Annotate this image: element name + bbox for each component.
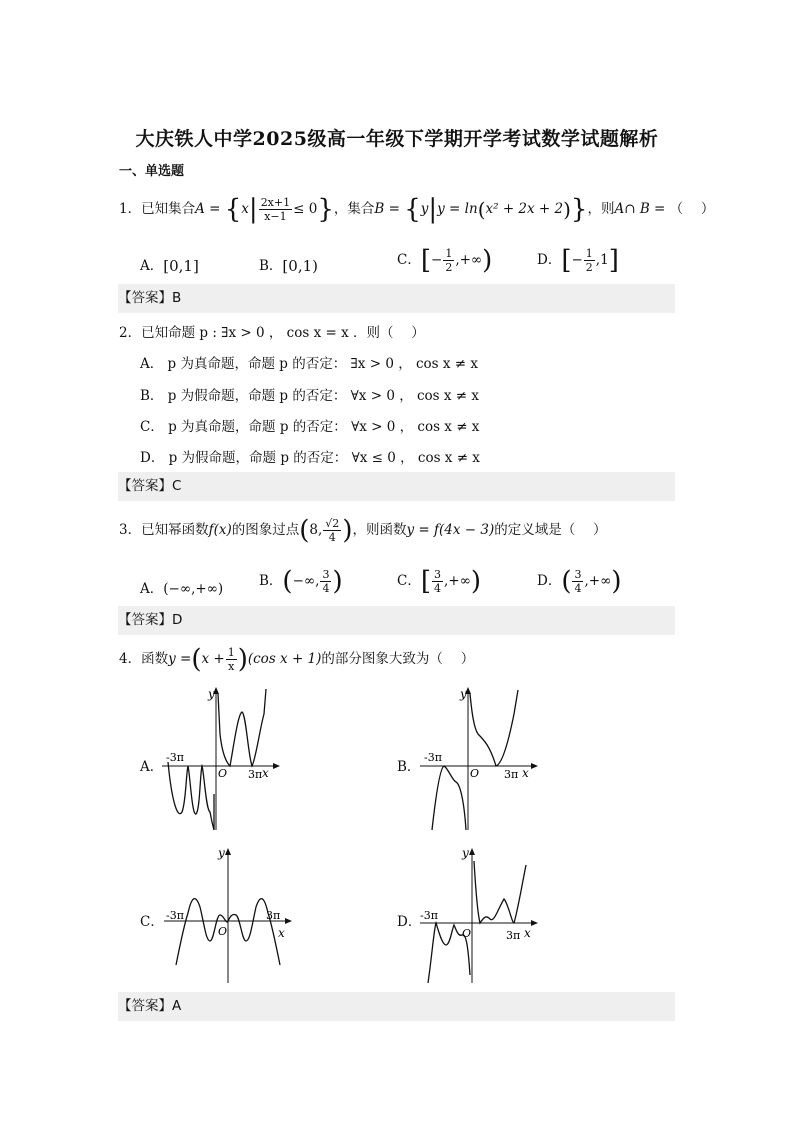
q4-answer-tag: 【答案】 bbox=[118, 998, 172, 1014]
q3-answer-tag: 【答案】 bbox=[118, 612, 172, 628]
q1-bar-2: | bbox=[428, 194, 438, 225]
q3-opt-d-close: ) bbox=[611, 566, 622, 597]
q3-paren-close: ) bbox=[342, 515, 353, 546]
q4-option-a-label: A． bbox=[140, 759, 164, 775]
graph-d-y-label: y bbox=[462, 846, 469, 860]
graph-d-y-arrow bbox=[469, 848, 475, 855]
q1-paren-close: ) bbox=[563, 197, 571, 222]
q3-opt-d-open: ( bbox=[561, 566, 572, 597]
q2-option-c: C． p 为真命题，命题 p 的否定： ∀x > 0 ， cos x ≠ x bbox=[140, 419, 480, 435]
q3-answer-value: D bbox=[172, 612, 183, 628]
q4-y: y = bbox=[168, 651, 192, 667]
graph-d-pos3pi: 3π bbox=[506, 929, 521, 942]
q3-opt-b-pre: −∞, bbox=[292, 573, 320, 589]
q1-opt-c-label: C． bbox=[397, 252, 421, 268]
q4-paren-open: ( bbox=[191, 644, 202, 675]
q3-point-den: 4 bbox=[328, 531, 336, 544]
q3-point-x: 8, bbox=[309, 522, 323, 538]
graph-a-x-arrow bbox=[273, 763, 280, 769]
q3-opt-c-open: [ bbox=[420, 566, 431, 597]
q4-option-d-label: D． bbox=[397, 914, 422, 930]
q1-opt-c-minus: − bbox=[431, 252, 443, 268]
q4-frac-num: 1 bbox=[227, 646, 235, 659]
q1-option-d bbox=[537, 247, 619, 274]
q3-answer-box bbox=[118, 606, 675, 635]
q3-opt-d-num: 3 bbox=[574, 568, 582, 581]
graph-a-origin: O bbox=[218, 767, 228, 780]
q3-opt-c-den: 4 bbox=[434, 582, 441, 595]
q1-opt-d-close: ] bbox=[608, 245, 619, 276]
q4-option-c-label: C． bbox=[140, 914, 164, 930]
graph-d-curve bbox=[428, 861, 526, 983]
q1-leq: ≤ 0 bbox=[293, 201, 318, 217]
q4-answer-value: A bbox=[172, 998, 182, 1014]
graph-b-curve bbox=[432, 690, 518, 830]
q1-brace-open: { bbox=[224, 194, 242, 225]
question-3 bbox=[119, 517, 607, 544]
graph-a-y-label: y bbox=[208, 687, 215, 701]
q2-option-a: A． p 为真命题，命题 p 的否定： ∃x > 0 ， cos x ≠ x bbox=[140, 356, 479, 372]
q1-opt-d-post: ,1 bbox=[595, 252, 609, 268]
q1-opt-c-bracket: [ bbox=[420, 245, 431, 276]
page-title: 大庆铁人中学2025级高一年级下学期开学考试数学试题解析 bbox=[135, 128, 659, 150]
graph-c-neg3pi: -3π bbox=[166, 909, 184, 922]
q3-text-4: 的定义域是（ ） bbox=[494, 522, 607, 538]
q3-fy: y = f(4x − 3) bbox=[406, 522, 495, 538]
q1-opt-a-label: A． bbox=[140, 258, 164, 274]
q4-text-3: 的部分图象大致为（ ） bbox=[321, 651, 475, 667]
q1-frac-num: 2x+1 bbox=[260, 196, 291, 209]
q3-fx: f(x) bbox=[208, 522, 232, 538]
q3-opt-c-frac bbox=[432, 568, 443, 595]
q3-option-b bbox=[259, 568, 343, 595]
q4-frac bbox=[226, 646, 237, 673]
q1-number: 1． bbox=[119, 201, 142, 217]
q1-expr: A∩ B bbox=[614, 201, 650, 217]
q3-opt-c-post: ,+∞ bbox=[444, 573, 471, 589]
graph-a-pos3pi: 3π bbox=[248, 768, 263, 781]
q4-cos-term: (cos x + 1) bbox=[247, 651, 322, 667]
q3-point-num: √2 bbox=[325, 517, 340, 530]
q1-opt-c-num: 1 bbox=[445, 247, 453, 260]
q4-graph-a bbox=[160, 684, 290, 832]
graph-b-x-arrow bbox=[531, 763, 538, 769]
q3-opt-d-frac bbox=[572, 568, 583, 595]
q1-opt-c-close: ) bbox=[482, 245, 493, 276]
q4-paren-close: ) bbox=[237, 644, 248, 675]
q1-opt-d-den: 2 bbox=[585, 261, 593, 274]
q1-opt-d-minus: − bbox=[571, 252, 583, 268]
q3-option-d bbox=[537, 568, 622, 595]
q1-opt-d-bracket: [ bbox=[561, 245, 572, 276]
q2-option-b: B． p 为假命题，命题 p 的否定： ∀x > 0 ， cos x ≠ x bbox=[140, 388, 480, 404]
q1-opt-c-den: 2 bbox=[445, 261, 453, 274]
q1-brace-open-2: { bbox=[404, 194, 421, 225]
graph-c-origin: O bbox=[218, 925, 228, 938]
q1-opt-a-value: [0,1] bbox=[163, 257, 199, 275]
q2-answer-value: C bbox=[172, 478, 182, 494]
q4-graph-b bbox=[418, 684, 548, 832]
q1-opt-d-frac bbox=[584, 247, 595, 274]
q3-opt-b-open: ( bbox=[282, 566, 293, 597]
q3-opt-b-label: B． bbox=[259, 573, 283, 589]
q3-paren-open: ( bbox=[299, 515, 310, 546]
graph-b-y-label: y bbox=[460, 687, 467, 701]
q1-option-b bbox=[259, 254, 318, 274]
q1-y: y bbox=[420, 201, 429, 217]
graph-c-pos3pi: 3π bbox=[266, 909, 281, 922]
q3-option-a bbox=[140, 577, 223, 597]
q1-answer-box bbox=[118, 284, 675, 313]
q1-paren-open: ( bbox=[477, 197, 486, 222]
q1-x: x bbox=[241, 201, 249, 217]
q4-x: x + bbox=[201, 651, 225, 667]
q3-opt-c-num: 3 bbox=[434, 568, 441, 581]
q3-text-3: ，则函数 bbox=[352, 522, 407, 538]
q3-option-c bbox=[397, 568, 481, 595]
q3-opt-d-label: D． bbox=[537, 573, 562, 589]
q1-opt-d-num: 1 bbox=[585, 247, 593, 260]
q3-point-frac bbox=[323, 517, 341, 544]
graph-b-x-label: x bbox=[522, 766, 529, 780]
q1-set-a: A bbox=[195, 201, 205, 217]
q3-opt-c-label: C． bbox=[397, 573, 421, 589]
q4-graph-c bbox=[162, 845, 302, 985]
graph-c-y-arrow bbox=[225, 848, 231, 855]
q2-answer-box bbox=[118, 472, 675, 501]
q1-text-1: 已知集合 bbox=[141, 201, 196, 217]
graph-b-neg3pi: -3π bbox=[424, 751, 442, 764]
q2-answer-tag: 【答案】 bbox=[118, 478, 172, 494]
q4-frac-den: x bbox=[228, 660, 235, 673]
graph-a-neg3pi: -3π bbox=[166, 751, 184, 764]
q3-opt-b-num: 3 bbox=[322, 568, 330, 581]
q2-number: 2． bbox=[119, 325, 142, 341]
q3-opt-a-value: (−∞,+∞) bbox=[163, 581, 224, 597]
q1-opt-c-frac bbox=[443, 247, 454, 274]
section-heading: 一、单选题 bbox=[119, 164, 185, 179]
q4-number: 4． bbox=[119, 651, 142, 667]
q1-option-a bbox=[140, 254, 199, 274]
graph-c-y-label: y bbox=[218, 846, 225, 860]
q1-option-c bbox=[397, 247, 492, 274]
q1-brace-close-2: } bbox=[570, 194, 588, 225]
q2-option-d: D． p 为假命题，命题 p 的否定： ∀x ≤ 0 ， cos x ≠ x bbox=[140, 450, 480, 466]
graph-b-pos3pi: 3π bbox=[504, 768, 519, 781]
graph-c-x-arrow bbox=[285, 918, 292, 924]
q3-number: 3． bbox=[119, 522, 142, 538]
q3-opt-d-den: 4 bbox=[574, 582, 582, 595]
q1-text-4: = （ ） bbox=[649, 201, 715, 217]
q3-opt-d-post: ,+∞ bbox=[584, 573, 612, 589]
graph-b-origin: O bbox=[470, 767, 480, 780]
q2-stem: 已知命题 p : ∃x > 0 ， cos x = x ．则（ ） bbox=[141, 325, 425, 341]
q3-text-1: 已知幂函数 bbox=[141, 522, 209, 538]
graph-d-x-arrow bbox=[531, 920, 538, 926]
q1-eq: = bbox=[209, 201, 221, 217]
question-2 bbox=[119, 321, 425, 341]
q1-text-2: ，集合 bbox=[333, 201, 375, 217]
q4-text-1: 函数 bbox=[141, 651, 169, 667]
q1-eq-2: = bbox=[388, 201, 400, 217]
q4-graph-d bbox=[418, 845, 548, 985]
q4-option-b-label: B． bbox=[397, 759, 421, 775]
graph-d-origin: O bbox=[462, 927, 472, 940]
graph-d-x-label: x bbox=[524, 926, 531, 940]
question-1 bbox=[119, 196, 714, 223]
q4-answer-box bbox=[118, 992, 675, 1021]
q1-fraction bbox=[259, 196, 292, 223]
q1-brace-close: } bbox=[317, 194, 334, 225]
q3-text-2: 的图象过点 bbox=[231, 522, 300, 538]
q1-yeq: y = ln bbox=[437, 201, 478, 217]
q1-set-b: B bbox=[374, 201, 385, 217]
q1-frac-den: x−1 bbox=[264, 210, 287, 223]
q3-opt-b-frac bbox=[320, 568, 331, 595]
q3-opt-b-den: 4 bbox=[322, 582, 330, 595]
q1-bar: | bbox=[248, 194, 258, 225]
graph-a-x-label: x bbox=[262, 766, 269, 780]
question-4 bbox=[119, 646, 474, 673]
q1-inner: x² + 2x + 2 bbox=[485, 201, 564, 217]
q3-opt-c-close: ) bbox=[470, 566, 482, 597]
q1-answer-value: B bbox=[172, 290, 182, 306]
graph-d-neg3pi: -3π bbox=[420, 909, 438, 922]
q1-answer-tag: 【答案】 bbox=[118, 290, 172, 306]
q1-opt-b-value: [0,1) bbox=[282, 257, 318, 275]
q1-opt-c-post: ,+∞ bbox=[455, 252, 483, 268]
q1-opt-b-label: B． bbox=[259, 258, 283, 274]
q1-text-3: ，则 bbox=[587, 201, 615, 217]
q3-opt-a-label: A． bbox=[140, 581, 164, 597]
q1-opt-d-label: D． bbox=[537, 252, 562, 268]
q3-opt-b-close: ) bbox=[332, 566, 343, 597]
graph-c-x-label: x bbox=[278, 926, 285, 940]
